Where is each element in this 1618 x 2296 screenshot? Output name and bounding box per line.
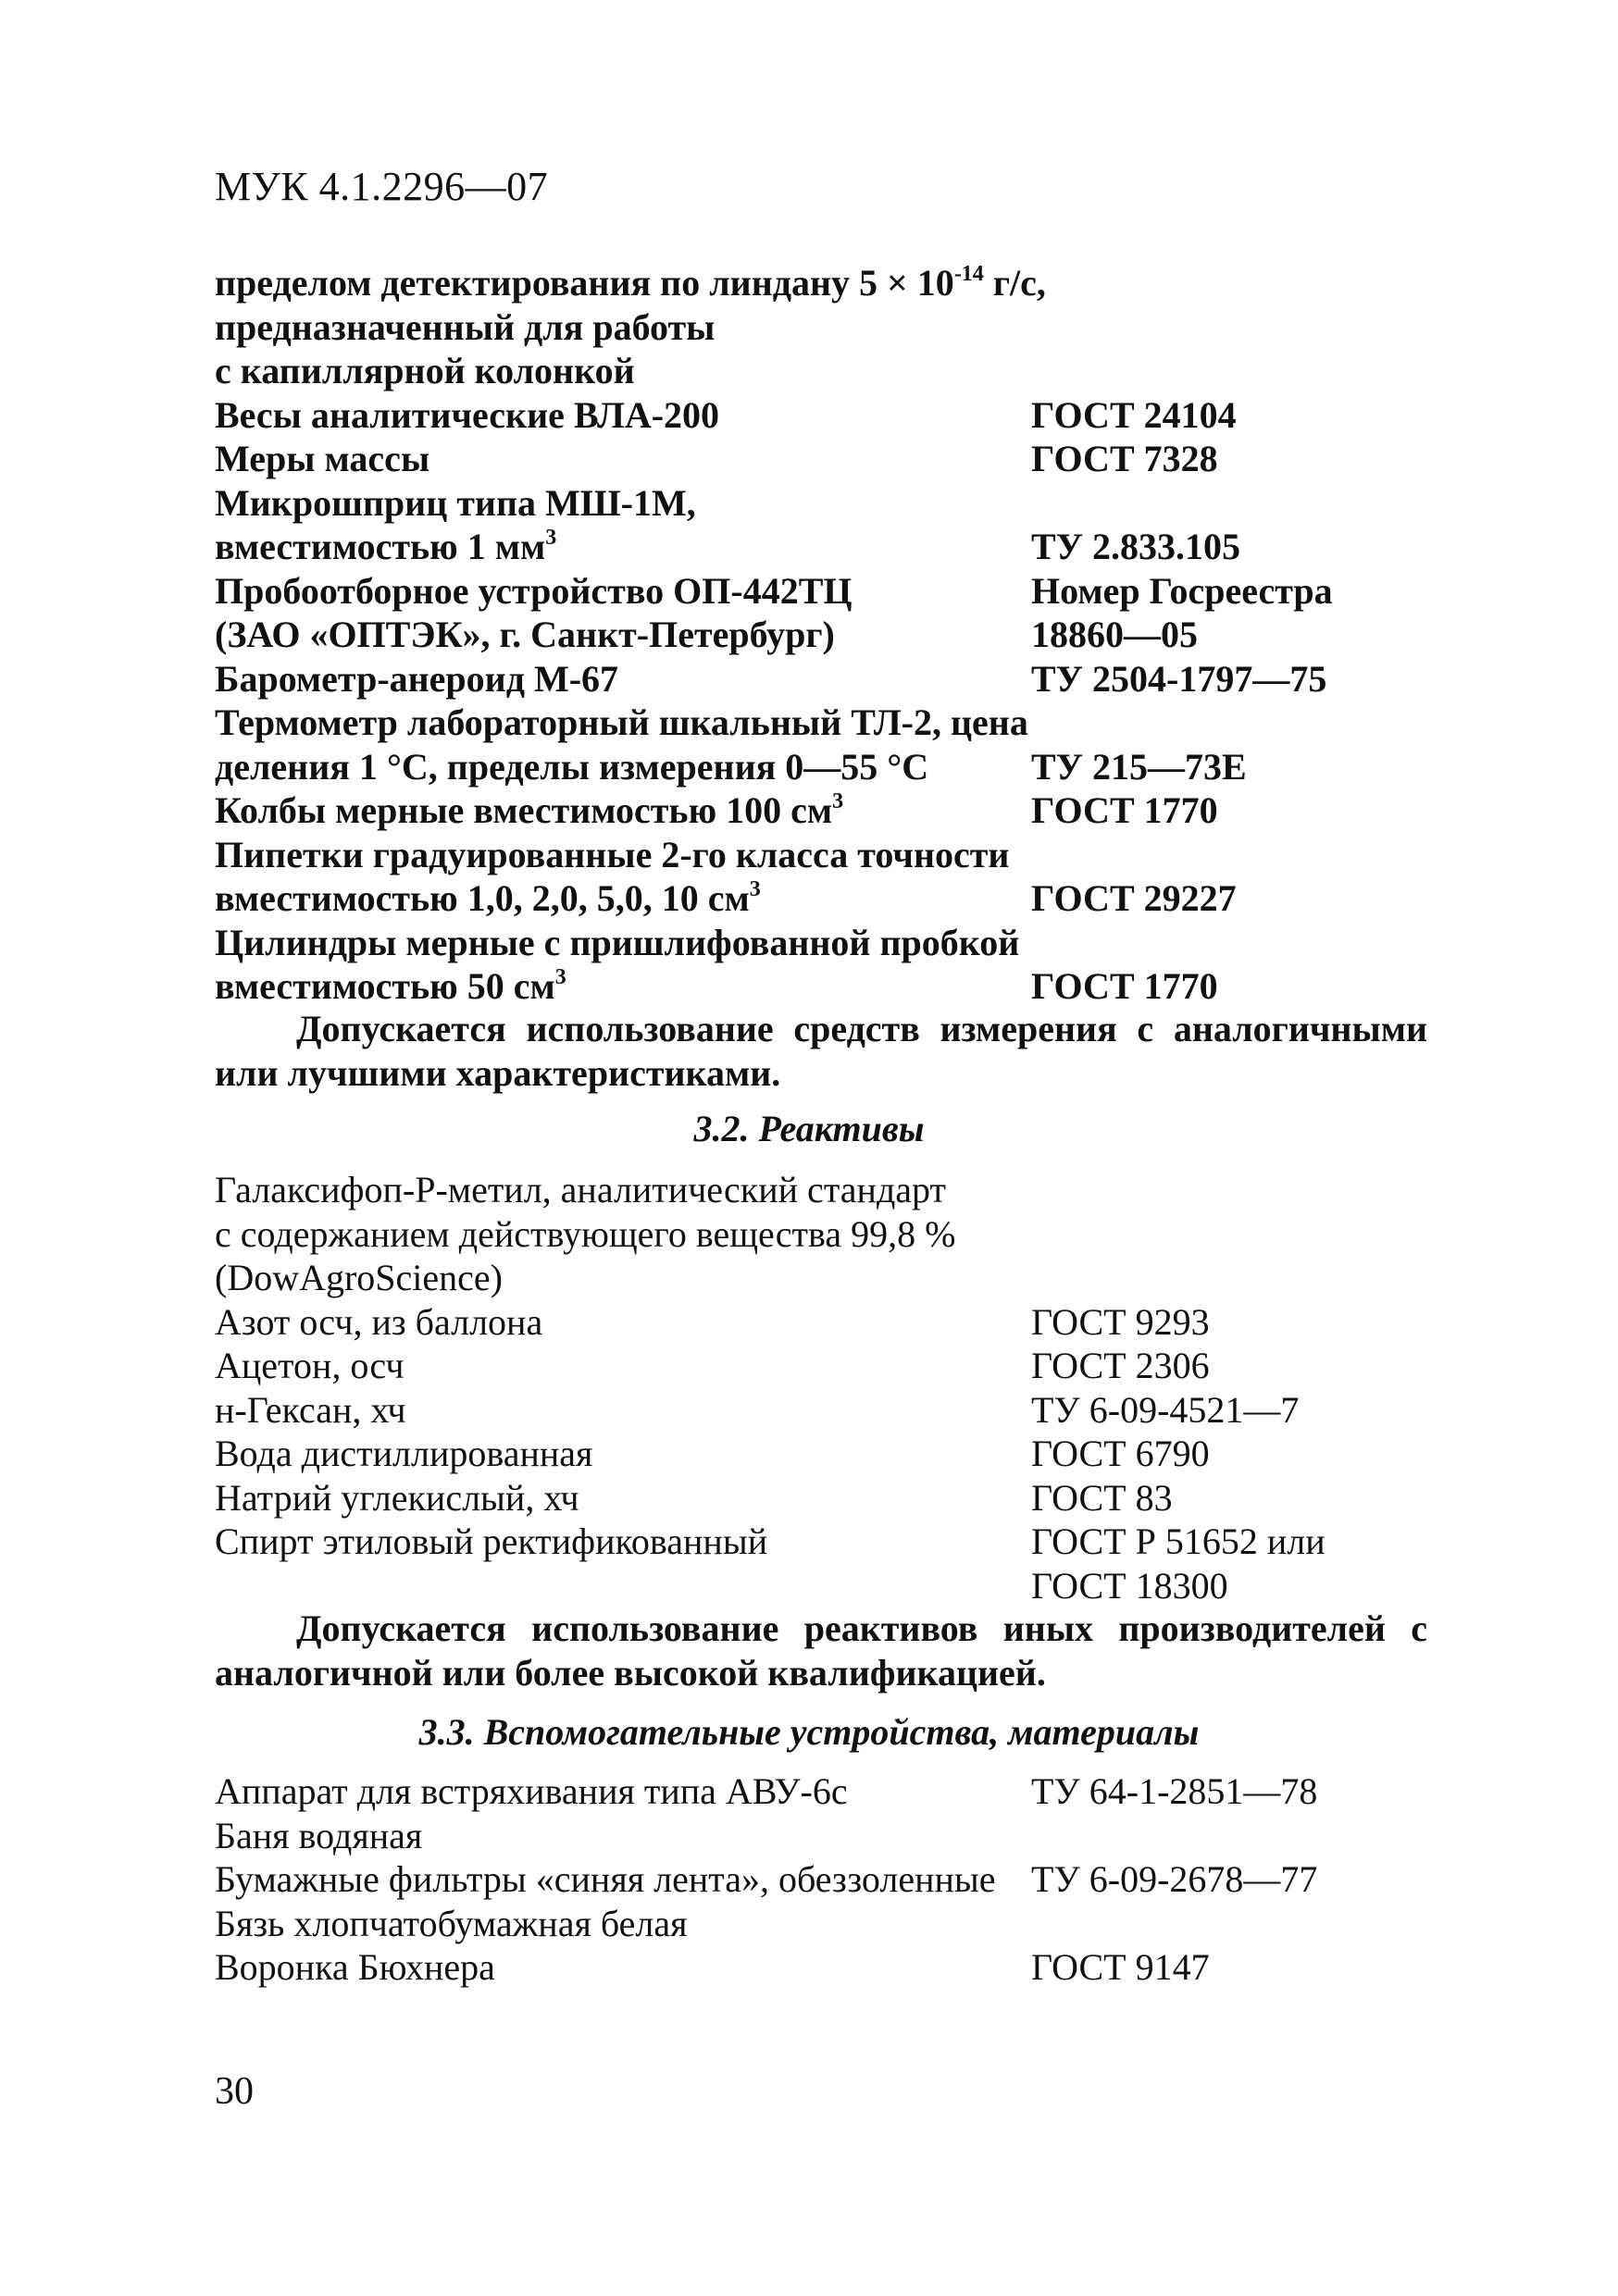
list-item	[215, 1945, 1317, 1990]
item-name: деления 1 °С, пределы измерения 0—55 °С	[215, 745, 929, 788]
list-item	[215, 393, 1333, 438]
list-item	[215, 305, 1333, 350]
list-item	[215, 1769, 1317, 1814]
item-name: Баня водяная	[215, 1814, 423, 1856]
list-item	[215, 481, 1333, 526]
item-name: Бумажные фильтры «синяя лента», обеззоленные	[215, 1858, 996, 1900]
list-item	[215, 921, 1333, 965]
list-item	[215, 876, 1333, 921]
item-name: пределом детектирования по линдану $5 \times 10^{-14}$ г/с,	[215, 261, 1046, 304]
item-name: Микрошприц типа МШ-1М,	[215, 481, 696, 524]
item-name: Колбы мерные вместимостью 100 $см^3$	[215, 788, 844, 831]
item-name: Термометр лабораторный шкальный ТЛ-2, цена	[215, 701, 1028, 743]
item-name: Бязь хлопчатобумажная белая	[215, 1902, 688, 1944]
list-item	[215, 569, 1333, 614]
item-standard: ГОСТ 7328	[1031, 438, 1218, 479]
item-standard: ГОСТ 1770	[1031, 789, 1218, 831]
item-name: Вода дистиллированная	[215, 1433, 593, 1474]
item-standard: ГОСТ 6790	[1031, 1433, 1210, 1474]
item-standard: Номер Госреестра	[1031, 569, 1333, 612]
item-name: Азот осч, из баллона	[215, 1300, 543, 1343]
item-name: Пипетки градуированные 2-го класса точности	[215, 833, 1010, 875]
item-standard: ГОСТ 29227	[1031, 877, 1237, 919]
instruments-list	[215, 261, 1333, 1009]
list-item	[215, 349, 1333, 393]
item-name: н-Гексан, хч	[215, 1388, 406, 1431]
list-item	[215, 1432, 1326, 1476]
list-item	[215, 1814, 1317, 1858]
item-name: (ЗАО «ОПТЭК», г. Санкт-Петербург)	[215, 614, 835, 655]
list-item	[215, 1168, 1326, 1212]
item-name: с капиллярной колонкой	[215, 350, 635, 391]
list-item	[215, 1344, 1326, 1388]
list-item	[215, 964, 1333, 1009]
item-name: предназначенный для работы	[215, 305, 716, 348]
list-item	[215, 657, 1333, 701]
list-item	[215, 788, 1333, 833]
list-item	[215, 1857, 1317, 1902]
item-name: Весы аналитические ВЛА-200	[215, 393, 720, 436]
item-standard: ТУ 6-09-4521—7	[1031, 1388, 1300, 1431]
list-item	[215, 525, 1333, 569]
item-standard: 18860—05	[1031, 614, 1198, 655]
item-name: Спирт этиловый ректификованный	[215, 1520, 768, 1562]
item-name: Меры массы	[215, 438, 430, 479]
list-item	[215, 1300, 1326, 1345]
list-item	[215, 1388, 1326, 1433]
item-standard: ГОСТ 24104	[1031, 393, 1237, 436]
item-name: Галаксифоп-Р-метил, аналитический стандарт	[215, 1169, 946, 1210]
list-item	[215, 1256, 1326, 1300]
item-name: Барометр-анероид М-67	[215, 657, 619, 700]
list-item	[215, 1212, 1326, 1257]
item-name: Воронка Бюхнера	[215, 1946, 495, 1988]
item-standard: ТУ 2504-1797—75	[1031, 657, 1327, 700]
item-name: Ацетон, осч	[215, 1345, 404, 1386]
item-standard: ТУ 2.833.105	[1031, 526, 1241, 567]
reagents-list	[215, 1168, 1326, 1607]
item-name: вместимостью 1,0, 2,0, 5,0, 10 $см^3$	[215, 876, 761, 919]
item-standard: ТУ 6-09-2678—77	[1031, 1858, 1318, 1900]
aux-heading: 3.3. Вспомогательные устройства, материалы	[418, 1711, 1200, 1753]
reagents-heading: 3.2. Реактивы	[693, 1108, 925, 1149]
item-standard: ГОСТ 1770	[1031, 965, 1218, 1007]
item-name: Цилиндры мерные с пришлифованной пробкой	[215, 921, 1020, 963]
page-number: 30	[215, 2070, 254, 2113]
item-standard: ГОСТ 9147	[1031, 1946, 1210, 1988]
list-item	[215, 1476, 1326, 1520]
item-name: Натрий углекислый, хч	[215, 1476, 579, 1519]
list-item	[215, 745, 1333, 789]
list-item	[215, 261, 1333, 305]
list-item	[215, 613, 1333, 657]
item-standard: ГОСТ 9293	[1031, 1300, 1210, 1343]
document-code: МУК 4.1.2296—07	[215, 164, 549, 209]
item-name: вместимостью 50 $см^3$	[215, 964, 566, 1007]
item-name: вместимостью 1 $мм^3$	[215, 525, 557, 567]
list-item	[215, 833, 1333, 877]
reagents-note: Допускается использование реактивов иных производителей с аналогичной или более высокой квалификацией.	[215, 1607, 1427, 1694]
item-name: с содержанием действующего вещества 99,8 %	[215, 1212, 956, 1255]
item-standard: ГОСТ 2306	[1031, 1345, 1210, 1386]
item-standard: ГОСТ 18300	[1031, 1564, 1228, 1607]
list-item	[215, 1902, 1317, 1946]
list-item	[215, 437, 1333, 481]
item-standard: ТУ 215—73Е	[1031, 745, 1247, 788]
item-standard: ГОСТ Р 51652 или	[1031, 1520, 1326, 1562]
list-item	[215, 701, 1333, 745]
item-standard: ТУ 64-1-2851—78	[1031, 1770, 1318, 1812]
list-item	[215, 1520, 1326, 1564]
item-standard: ГОСТ 83	[1031, 1476, 1173, 1519]
aux-list	[215, 1769, 1317, 1990]
item-name: (DowAgroScience)	[215, 1257, 503, 1298]
item-name: Пробоотборное устройство ОП-442ТЦ	[215, 569, 853, 612]
list-item	[215, 1564, 1326, 1608]
instruments-note: Допускается использование средств измерения с аналогичными или лучшими характеристиками.	[215, 1008, 1427, 1094]
item-name: Аппарат для встряхивания типа АВУ-6с	[215, 1770, 848, 1812]
